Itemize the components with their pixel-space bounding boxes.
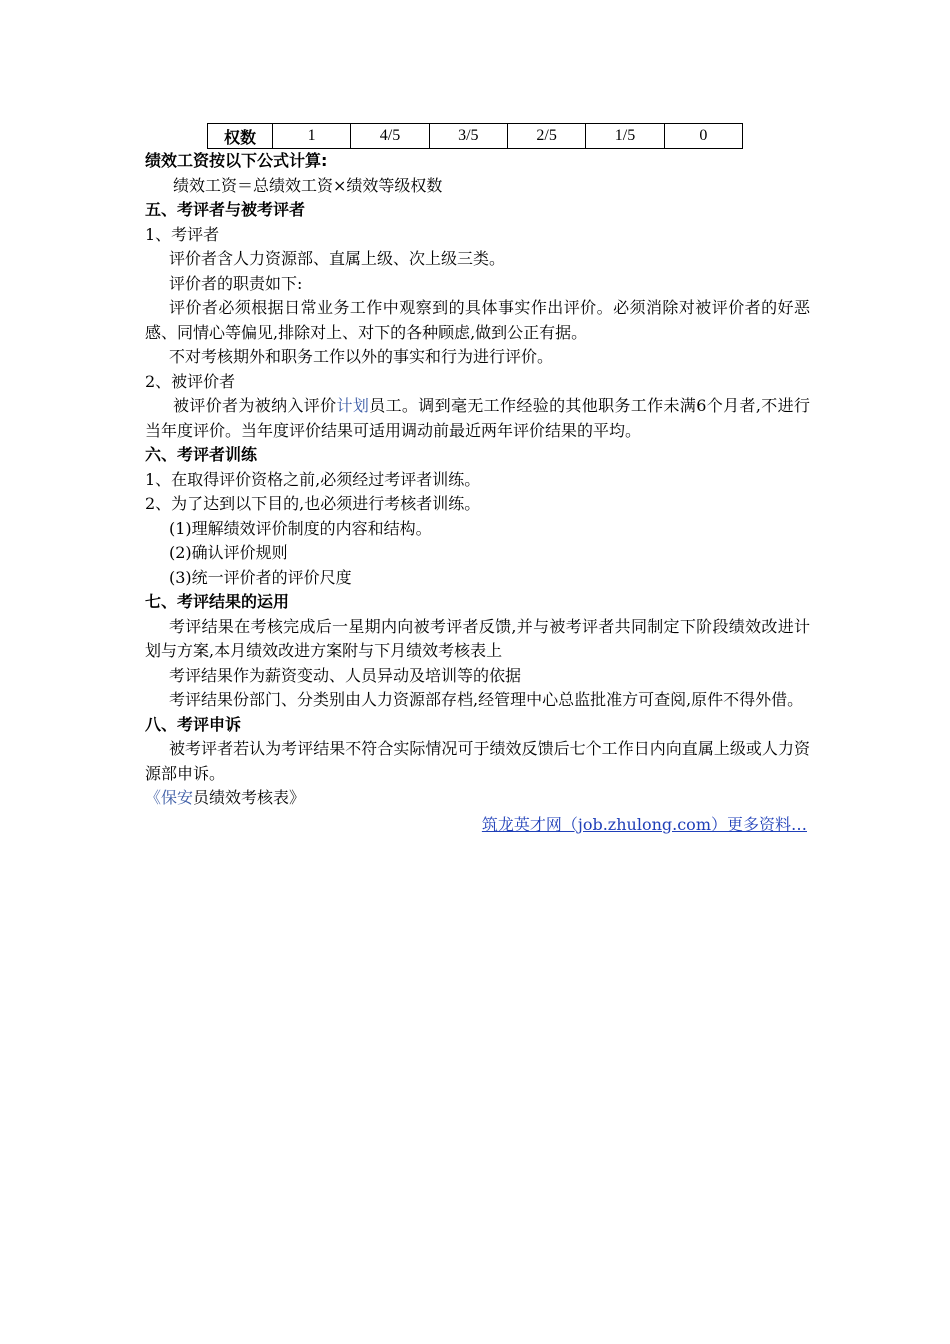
section-6-l1: 1、在取得评价资格之前,必须经过考评者训练。 (145, 469, 481, 489)
section-8-p1: 被考评者若认为考评结果不符合实际情况可于绩效反馈后七个工作日内向直属上级或人力资源部申诉。 (145, 739, 810, 783)
section-5-p4: 不对考核期外和职务工作以外的事实和行为进行评价。 (169, 347, 554, 366)
weights-table (207, 123, 743, 149)
section-5-sub1: 1、考评者 (145, 224, 220, 244)
related-doc-link[interactable] (145, 786, 810, 811)
table-row (208, 124, 743, 149)
weights-header: 权数 (208, 124, 273, 149)
section-6-i1: (1)理解绩效评价制度的内容和结构。 (169, 518, 432, 538)
related-doc-guard[interactable]: 保安 (161, 788, 194, 807)
weight-cell: 0 (664, 124, 742, 149)
section-5-p2: 评价者的职责如下: (169, 273, 303, 293)
formula-line: 绩效工资＝总绩效工资×绩效等级权数 (173, 175, 443, 195)
section-6-i2: (2)确认评价规则 (169, 543, 288, 562)
section-7-p2: 考评结果作为薪资变动、人员异动及培训等的依据 (169, 665, 522, 685)
weight-cell: 2/5 (507, 124, 585, 149)
related-doc-open: 《 (145, 788, 162, 807)
section-6-l2: 2、为了达到以下目的,也必须进行考核者训练。 (145, 494, 481, 513)
section-5-sub2: 2、被评价者 (145, 371, 236, 391)
section-5-p5-text: 被评价者为被纳入评价 (173, 396, 337, 415)
related-doc-rest: 员绩效考核表》 (193, 788, 306, 807)
footer-more-link[interactable]: 筑龙英才网（job.zhulong.com）更多资料… (481, 814, 807, 834)
section-5-p1: 评价者含人力资源部、直属上级、次上级三类。 (169, 249, 506, 268)
section-5-title: 五、考评者与被考评者 (145, 200, 306, 219)
section-6-i3: (3)统一评价者的评价尺度 (169, 567, 352, 587)
section-6-title: 六、考评者训练 (145, 445, 258, 464)
section-7-title: 七、考评结果的运用 (145, 592, 290, 611)
weight-cell: 1 (273, 124, 351, 149)
section-5-p3: 评价者必须根据日常业务工作中观察到的具体事实作出评价。必须消除对被评价者的好恶感、同情心等偏见,排除对上、对下的各种顾虑,做到公正有据。 (145, 298, 810, 342)
document-page (145, 123, 810, 837)
section-7-p3: 考评结果份部门、分类别由人力资源部存档,经管理中心总监批准方可查阅,原件不得外借。 (169, 690, 804, 709)
weight-cell: 3/5 (429, 124, 507, 149)
weight-cell: 4/5 (351, 124, 429, 149)
section-5-p5-rest: 员工。调到毫无工作经验的其他职务工作未满6个月者,不进行当年度评价。当年度评价结果可适用调动前最近两年评价结果的平均。 (145, 396, 810, 440)
formula-title: 绩效工资按以下公式计算: (145, 151, 328, 170)
section-5-p5 (145, 394, 810, 443)
section-8-title: 八、考评申诉 (145, 714, 242, 734)
plan-link[interactable]: 计划 (336, 396, 370, 415)
section-7-p1: 考评结果在考核完成后一星期内向被考评者反馈,并与被考评者共同制定下阶段绩效改进计划与方案,本月绩效改进方案附与下月绩效考核表上 (145, 616, 810, 660)
weight-cell: 1/5 (586, 124, 664, 149)
